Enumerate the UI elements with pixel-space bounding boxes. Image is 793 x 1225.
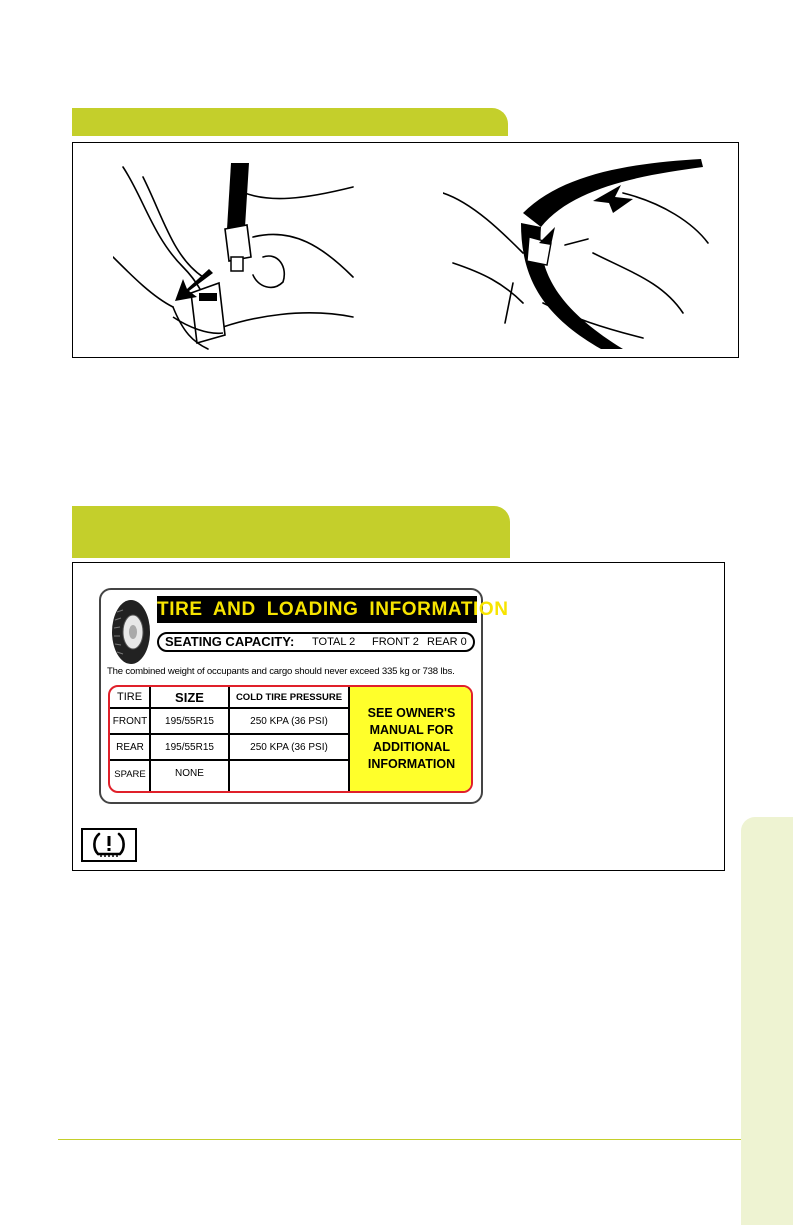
label-title: TIRE AND LOADING INFORMATION [157, 596, 477, 623]
table-row-front-pressure: 250 KPA (36 PSI) [250, 716, 328, 727]
weight-note: The combined weight of occupants and cargo should never exceed 335 kg or 738 lbs. [107, 666, 455, 677]
column-header-pressure: COLD TIRE PRESSURE [235, 692, 343, 703]
seatbelt-buckle-illustration [113, 157, 363, 353]
table-row-rear-size: 195/55R15 [165, 742, 214, 753]
tire-label-panel [72, 562, 725, 871]
seating-capacity-label: SEATING CAPACITY: [165, 634, 295, 649]
owners-manual-note-box [350, 687, 473, 791]
tire-loading-label [99, 588, 509, 804]
footer-rule [58, 1139, 741, 1140]
seating-capacity [157, 632, 475, 652]
column-header-size: SIZE [175, 690, 204, 705]
seating-front: FRONT 2 [372, 636, 419, 648]
side-tab [741, 817, 793, 1225]
seatbelt-adjust-illustration [443, 153, 723, 353]
owners-manual-note: SEE OWNER'S MANUAL FOR ADDITIONAL INFORMATION [367, 706, 456, 771]
tire-pressure-warning-icon [83, 830, 135, 860]
column-header-tire: TIRE [116, 691, 143, 703]
section-header-bar-tires [72, 506, 510, 558]
table-row-front-tire: FRONT [112, 716, 148, 727]
seating-rear: REAR 0 [427, 636, 467, 648]
tire-icon [107, 598, 151, 666]
section-header-bar-seatbelt [72, 108, 508, 136]
table-row-rear-pressure: 250 KPA (36 PSI) [250, 742, 328, 753]
seating-total: TOTAL 2 [312, 636, 356, 648]
seatbelt-illustration-panel [72, 142, 739, 358]
tpms-indicator-box [81, 828, 137, 862]
table-row-rear-tire: REAR [116, 742, 144, 753]
table-row-spare-size: NONE [175, 768, 204, 779]
table-row-front-size: 195/55R15 [165, 716, 214, 727]
tire-table [108, 685, 473, 793]
table-row-spare-tire: SPARE [114, 769, 146, 780]
